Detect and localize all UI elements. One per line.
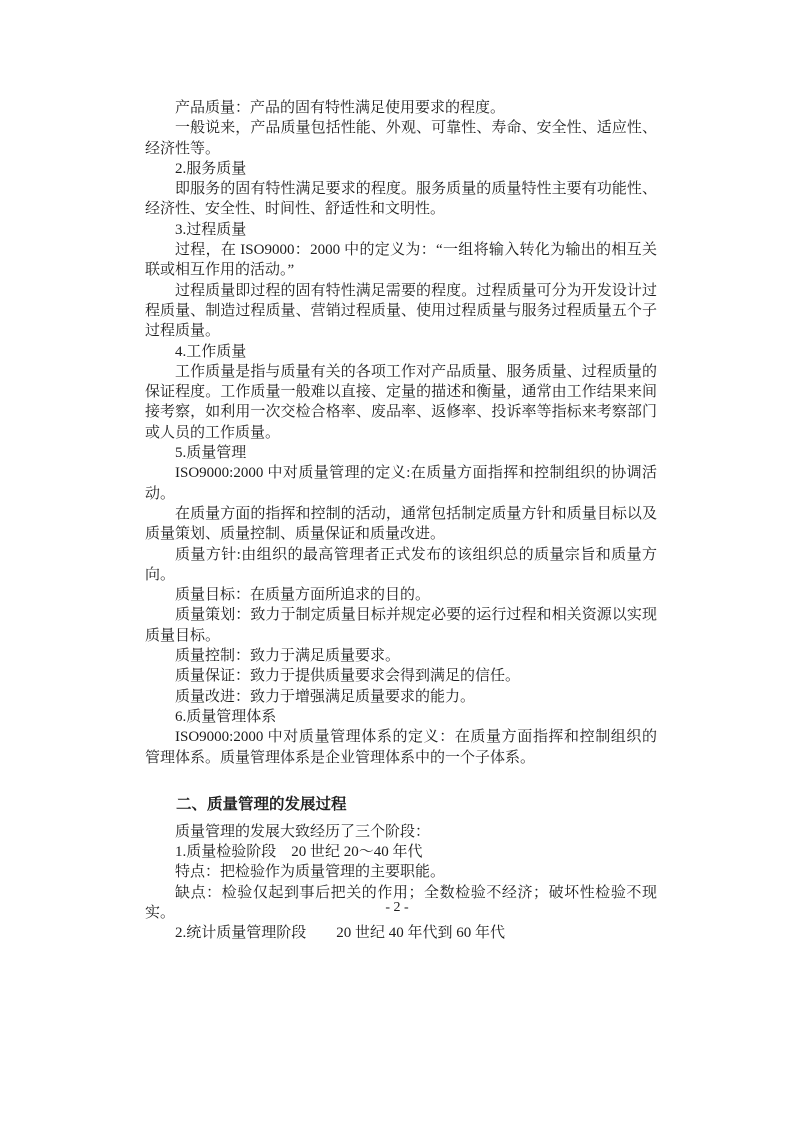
paragraph: 缺点：检验仅起到事后把关的作用；全数检验不经济；破坏性检验不现实。	[145, 884, 657, 921]
paragraph: 质量改进：致力于增强满足质量要求的能力。	[175, 688, 476, 705]
paragraph: ISO9000:2000 中对质量管理的定义:在质量方面指挥和控制组织的协调活动。	[145, 465, 657, 502]
paragraph: 工作质量是指与质量有关的各项工作对产品质量、服务质量、过程质量的保证程度。工作质量一般难以直接、定量的描述和衡量，通常由工作结果来间接考察，如利用一次交检合格率、废品率、返修率、投诉率等指标来考察部门或人员的工作质量。	[145, 363, 657, 441]
paragraph: 1.质量检验阶段 20 世纪 20～40 年代	[175, 844, 423, 861]
paragraph: 质量控制：致力于满足质量要求。	[175, 648, 401, 665]
paragraph: 在质量方面的指挥和控制的活动，通常包括制定质量方针和质量目标以及质量策划、质量控制、质量保证和质量改进。	[145, 505, 657, 543]
paragraph: 质量策划：致力于制定质量目标并规定必要的运行过程和相关资源以实现质量目标。	[145, 607, 657, 644]
paragraph: 质量管理的发展大致经历了三个阶段：	[175, 823, 431, 840]
section-heading: 二、质量管理的发展过程	[176, 795, 347, 813]
paragraph: 特点：把检验作为质量管理的主要职能。	[175, 864, 446, 881]
paragraph: 质量保证：致力于提供质量要求会得到满足的信任。	[175, 668, 521, 685]
paragraph: 质量方针:由组织的最高管理者正式发布的该组织总的质量宗旨和质量方向。	[145, 546, 657, 583]
paragraph: 6.质量管理体系	[175, 708, 277, 725]
paragraph: 一般说来，产品质量包括性能、外观、可靠性、寿命、安全性、适应性、经济性等。	[145, 120, 657, 157]
paragraph: 产品质量：产品的固有特性满足使用要求的程度。	[175, 100, 506, 116]
page-number: - 2 -	[385, 900, 409, 915]
document-body	[145, 98, 657, 944]
paragraph: 质量目标：在质量方面所追求的目的。	[175, 587, 431, 604]
paragraph: 4.工作质量	[175, 343, 247, 360]
paragraph: ISO9000:2000 中对质量管理体系的定义：在质量方面指挥和控制组织的管理体系。质量管理体系是企业管理体系中的一个子体系。	[145, 729, 657, 766]
paragraph: 3.过程质量	[175, 221, 247, 238]
paragraph: 即服务的固有特性满足要求的程度。服务质量的质量特性主要有功能性、经济性、安全性、时间性、舒适性和文明性。	[145, 181, 657, 218]
paragraph: 2.统计质量管理阶段 20 世纪 40 年代到 60 年代	[175, 925, 506, 942]
paragraph: 2.服务质量	[175, 160, 247, 177]
paragraph: 过程，在 ISO9000：2000 中的定义为：“一组将输入转化为输出的相互关联或相互作用的活动。”	[145, 242, 657, 279]
paragraph: 过程质量即过程的固有特性满足需要的程度。过程质量可分为开发设计过程质量、制造过程质量、营销过程质量、使用过程质量与服务过程质量五个子过程质量。	[145, 282, 657, 340]
paragraph: 5.质量管理	[175, 445, 247, 462]
